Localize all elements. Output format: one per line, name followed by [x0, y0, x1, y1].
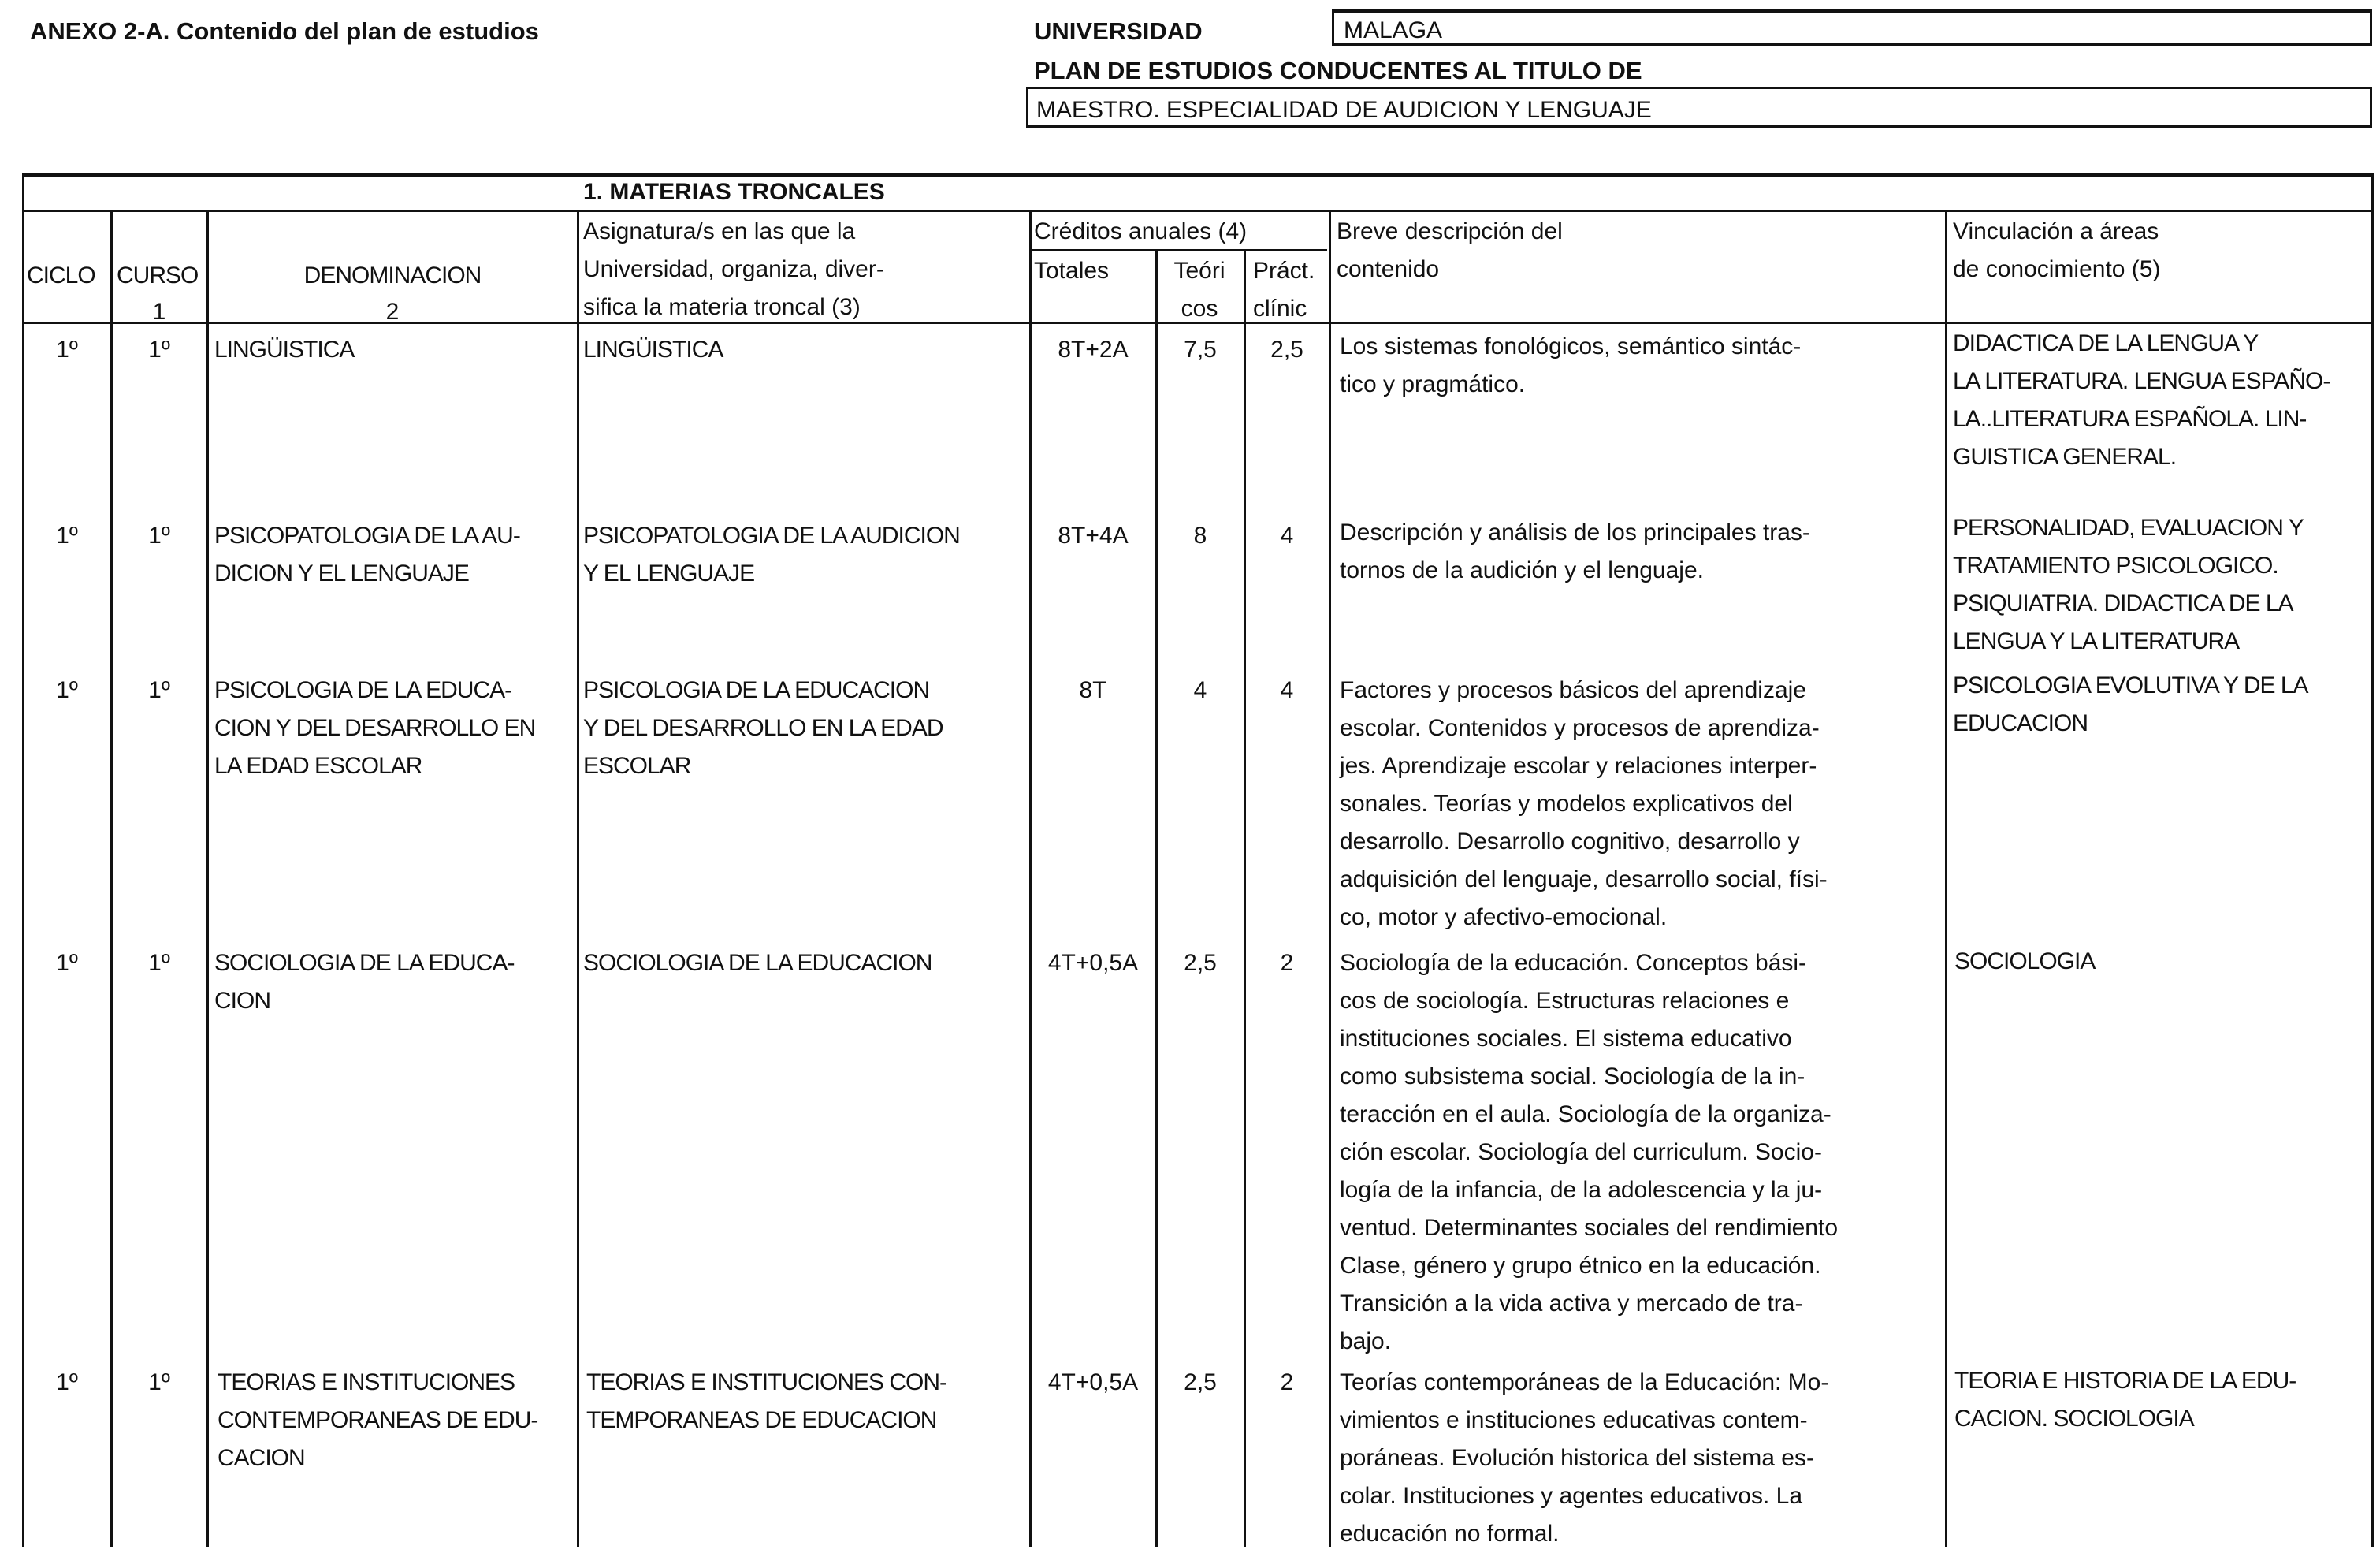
row-teoricos: 7,5: [1184, 337, 1217, 363]
row-vinculacion: SOCIOLOGIA: [1954, 948, 2096, 974]
row-ciclo: 1º: [56, 1369, 78, 1395]
row-teoricos: 2,5: [1184, 950, 1217, 976]
rule-col-curso: [206, 211, 209, 1547]
rule-col-teoricos: [1244, 251, 1246, 1547]
row-teoricos: 8: [1193, 523, 1207, 549]
row-descripcion: Descripción y análisis de los principales tras- tornos de la audición y el lenguaje.: [1340, 520, 1810, 583]
row-denominacion: LINGÜISTICA: [214, 337, 355, 363]
row-totales: 4T+0,5A: [1047, 1369, 1139, 1395]
plan-label: PLAN DE ESTUDIOS CONDUCENTES AL TITULO DE: [1034, 57, 1642, 84]
row-totales: 8T+2A: [1058, 337, 1129, 363]
row-curso: 1º: [148, 1369, 170, 1395]
row-vinculacion: PSICOLOGIA EVOLUTIVA Y DE LA EDUCACION: [1953, 672, 2308, 736]
row-descripcion: Sociología de la educación. Conceptos bási- cos de sociología. Estructuras relaciones e instituciones sociales. El sistema educativo como subsistema social. Sociología de la in- teracción en el aula. Sociología de la organiza- ción escolar. Sociología del curriculum. Socio- logía de la infancia, de la adolescencia y la ju- ventud. Determinantes sociales del rendimiento Clase, género y grupo étnico en la educación. Transición a la vida activa y mercado de tra- bajo.: [1340, 950, 1839, 1354]
row-curso: 1º: [148, 523, 170, 549]
row-curso: 1º: [148, 337, 170, 363]
row-curso: 1º: [148, 950, 170, 976]
university-field: [1332, 9, 2372, 46]
column-header-practicos: Práct. clínic: [1253, 258, 1315, 322]
rule-col-ciclo: [110, 211, 113, 1547]
degree-field: [1026, 87, 2372, 128]
row-practicos: 4: [1280, 677, 1294, 703]
row-practicos: 2: [1280, 950, 1294, 976]
rule-section-title: [22, 210, 2374, 212]
row-ciclo: 1º: [56, 677, 78, 703]
column-header-totales: Totales: [1034, 258, 1110, 284]
row-ciclo: 1º: [56, 337, 78, 363]
row-vinculacion: TEORIA E HISTORIA DE LA EDU- CACION. SOCIOLOGIA: [1954, 1368, 2296, 1432]
row-totales: 4T+0,5A: [1047, 950, 1139, 976]
row-denominacion: SOCIOLOGIA DE LA EDUCA- CION: [214, 950, 515, 1014]
row-vinculacion: DIDACTICA DE LA LENGUA Y LA LITERATURA. LENGUA ESPAÑO- LA..LITERATURA ESPAÑOLA. LIN- GUISTICA GENERAL.: [1953, 330, 2330, 470]
column-header-descripcion: Breve descripción del contenido: [1337, 218, 1563, 282]
row-ciclo: 1º: [56, 523, 78, 549]
row-ciclo: 1º: [56, 950, 78, 976]
row-descripcion: Los sistemas fonológicos, semántico sintác- tico y pragmático.: [1340, 333, 1802, 397]
column-header-ciclo: CICLO: [27, 263, 95, 289]
row-curso: 1º: [148, 677, 170, 703]
row-teoricos: 4: [1193, 677, 1207, 703]
rule-col-practicos: [1329, 211, 1331, 1547]
row-descripcion: Factores y procesos básicos del aprendizaje escolar. Contenidos y procesos de aprendiza- jes. Aprendizaje escolar y relaciones interper- sonales. Teorías y modelos explicativos del desarrollo. Desarrollo cognitivo, desarrollo y adquisición del lenguaje, desarrollo social, físi- co, motor y afectivo-emocional.: [1340, 677, 1828, 930]
column-note-denominacion: 2: [385, 299, 400, 325]
row-descripcion: Teorías contemporáneas de la Educación: Mo- vimientos e instituciones educativas contem- poráneas. Evolución historica del sistema es- colar. Instituciones y agentes educativos. La educación no formal.: [1340, 1369, 1829, 1547]
row-asignatura: SOCIOLOGIA DE LA EDUCACION: [583, 950, 932, 976]
annex-title: ANEXO 2-A. Contenido del plan de estudios: [30, 17, 539, 45]
row-asignatura: PSICOPATOLOGIA DE LA AUDICION Y EL LENGUAJE: [583, 523, 960, 587]
row-asignatura: PSICOLOGIA DE LA EDUCACION Y DEL DESARROLLO EN LA EDAD ESCOLAR: [583, 677, 943, 779]
university-label: UNIVERSIDAD: [1034, 17, 1203, 45]
column-note-curso: 1: [152, 299, 166, 325]
row-practicos: 2,5: [1270, 337, 1303, 363]
rule-col-asignatura: [1029, 211, 1032, 1547]
row-totales: 8T: [1079, 677, 1107, 703]
row-denominacion: PSICOPATOLOGIA DE LA AU- DICION Y EL LENGUAJE: [214, 523, 520, 587]
degree-value: MAESTRO. ESPECIALIDAD DE AUDICION Y LENGUAJE: [1036, 97, 1652, 123]
column-header-teoricos: Teóri cos: [1173, 258, 1225, 322]
column-header-asignaturas: Asignatura/s en las que la Universidad, organiza, diver- sifica la materia troncal (3): [583, 218, 884, 320]
section-title: 1. MATERIAS TRONCALES: [583, 179, 885, 205]
row-vinculacion: PERSONALIDAD, EVALUACION Y TRATAMIENTO PSICOLOGICO. PSIQUIATRIA. DIDACTICA DE LA LENGUA Y LA LITERATURA: [1953, 515, 2304, 654]
row-asignatura: LINGÜISTICA: [583, 337, 723, 363]
row-denominacion: PSICOLOGIA DE LA EDUCA- CION Y DEL DESARROLLO EN LA EDAD ESCOLAR: [214, 677, 536, 779]
column-header-creditos: Créditos anuales (4): [1034, 218, 1248, 244]
column-header-curso: CURSO: [117, 263, 199, 289]
row-denominacion: TEORIAS E INSTITUCIONES CONTEMPORANEAS DE EDU- CACION: [218, 1369, 538, 1471]
university-value: MALAGA: [1344, 17, 1443, 43]
row-practicos: 2: [1280, 1369, 1294, 1395]
row-totales: 8T+4A: [1058, 523, 1129, 549]
rule-col-descripcion: [1945, 211, 1947, 1547]
row-practicos: 4: [1280, 523, 1294, 549]
column-header-denominacion: DENOMINACION: [303, 263, 482, 289]
rule-col-denominacion: [577, 211, 579, 1547]
row-teoricos: 2,5: [1184, 1369, 1217, 1395]
row-asignatura: TEORIAS E INSTITUCIONES CON- TEMPORANEAS DE EDUCACION: [586, 1369, 947, 1433]
rule-col-totales: [1155, 251, 1158, 1547]
column-header-vinculacion: Vinculación a áreas de conocimiento (5): [1953, 218, 2161, 282]
